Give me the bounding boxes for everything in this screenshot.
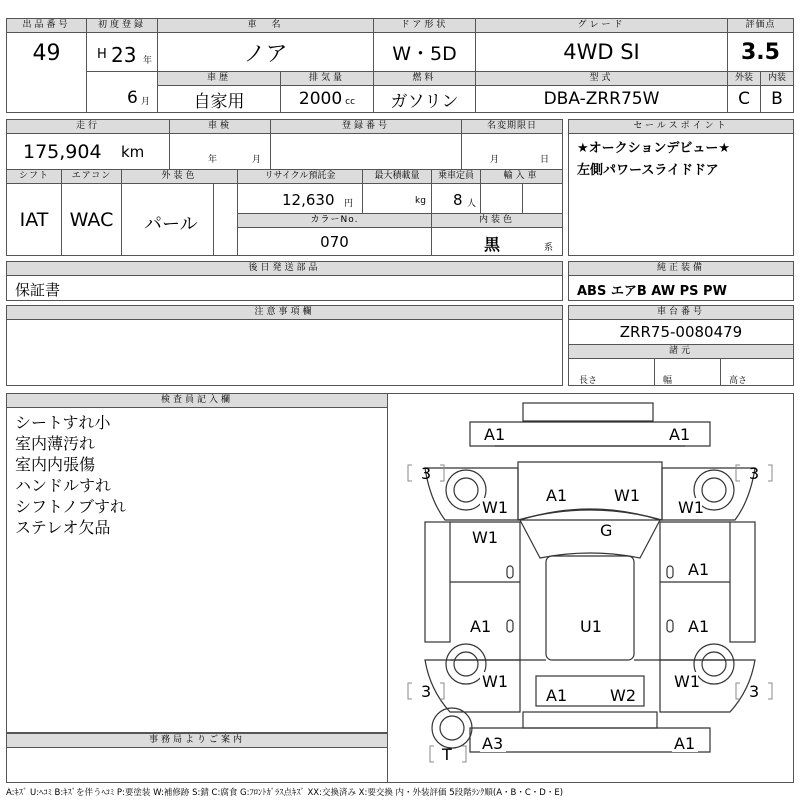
lot-number: 49: [32, 41, 61, 66]
ext-label: 外装: [727, 71, 761, 86]
tire-spare: T: [442, 745, 452, 764]
mark-fr-fender: W1: [678, 498, 704, 517]
reg-year: 23: [111, 43, 137, 67]
mark-hood-right: W1: [614, 486, 640, 505]
mileage: 175,904: [23, 141, 102, 163]
office-label: 事務局よりご案内: [6, 733, 388, 748]
note-4: ハンドルすれ: [15, 476, 112, 495]
inspection-year-unit: 年: [208, 155, 218, 165]
sales-line-1: ★オークションデビュー★: [577, 141, 731, 156]
mark-front-left: A1: [484, 425, 506, 444]
tire-front-right: 3: [749, 464, 760, 483]
recycle-unit: 円: [344, 199, 354, 209]
mark-windshield: G: [600, 521, 613, 540]
sales-line-2: 左側パワースライドドア: [577, 163, 719, 178]
int-grade: B: [771, 89, 783, 109]
deadline-day-unit: 日: [540, 155, 550, 165]
reg-label: 初度登録: [86, 18, 158, 33]
height-label: 高さ: [729, 376, 748, 386]
legend: A:ｷｽﾞ U:ﾍｺﾐ B:ｷｽﾞを伴うﾍｺﾐ P:要塗装 W:補修跡 S:錆 C:腐食 G:ﾌﾛﾝﾄｶﾞﾗｽ点ｷｽﾞ XX:交換済み X:要交換 内・外装評価 5段階ﾗﾝｸ順(A・B・C・D・E): [6, 788, 564, 798]
tire-rear-right: 3: [749, 682, 760, 701]
recycle-label: リサイクル預託金: [237, 169, 363, 184]
recycle-deposit: 12,630: [282, 191, 335, 209]
history: 自家用: [193, 91, 245, 112]
mark-right-front-door: A1: [688, 560, 710, 579]
load-unit: kg: [415, 196, 426, 206]
intcolor-label: 内装色: [431, 213, 563, 228]
fuel-label: 燃料: [373, 71, 476, 86]
mark-right-rear-door: A1: [688, 617, 710, 636]
tire-front-left: 3: [421, 464, 432, 483]
length-label: 長さ: [579, 376, 598, 386]
mileage-label: 走行: [6, 119, 170, 134]
parts-label: 後日発送部品: [6, 261, 563, 276]
dims-label: 諸元: [568, 344, 794, 359]
reg-month: 6: [127, 88, 138, 108]
lot-label: 出品番号: [6, 18, 87, 33]
parts-value: 保証書: [15, 281, 61, 299]
history-label: 車歴: [157, 71, 281, 86]
int-label: 内装: [760, 71, 794, 86]
cc-unit: cc: [345, 97, 356, 107]
mark-rear-left-quarter: W1: [482, 672, 508, 691]
tire-rear-left: 3: [421, 682, 432, 701]
mark-left-front-door: W1: [472, 528, 498, 547]
inspector-label: 検査員記入欄: [6, 393, 388, 408]
mark-roof: U1: [580, 617, 602, 636]
color-label: 外装色: [121, 169, 238, 184]
regno-label: 登録番号: [270, 119, 462, 134]
deadline-month-unit: 月: [490, 155, 500, 165]
mark-hood: A1: [546, 486, 568, 505]
width-label: 幅: [663, 376, 673, 386]
note-2: 室内薄汚れ: [15, 434, 96, 453]
mark-left-rear-door: A1: [470, 617, 492, 636]
intcolor-unit: 系: [544, 243, 554, 253]
displacement: 2000: [298, 89, 343, 109]
mark-front-right: A1: [669, 425, 691, 444]
score-label: 評価点: [727, 18, 794, 33]
caution-label: 注意事項欄: [6, 305, 563, 320]
color-number: 070: [320, 232, 349, 251]
mark-rear-bumper-left: A3: [482, 734, 504, 753]
mark-rear-right-quarter: W1: [674, 672, 700, 691]
note-6: ステレオ欠品: [15, 518, 111, 537]
note-5: シフトノブすれ: [15, 497, 127, 516]
equipment-label: 純正装備: [568, 261, 794, 276]
note-3: 室内内張傷: [15, 455, 96, 474]
reg-era: H: [97, 47, 107, 62]
reg-year-unit: 年: [143, 56, 153, 66]
car-name: ノア: [243, 41, 288, 67]
shift-label: シフト: [6, 169, 62, 184]
load-label: 最大積載量: [362, 169, 432, 184]
equipment-value: ABS エアB AW PS PW: [577, 284, 727, 299]
deadline-label: 名変期限日: [461, 119, 563, 134]
model: DBA-ZRR75W: [543, 89, 660, 109]
capacity-unit: 人: [467, 199, 477, 209]
door-type: W・5D: [392, 42, 457, 65]
air-conditioning: WAC: [69, 208, 114, 231]
sales-label: セールスポイント: [568, 119, 794, 134]
mark-rear-left: A1: [546, 686, 568, 705]
inspection-month-unit: 月: [252, 155, 262, 165]
chassis-label: 車台番号: [568, 305, 794, 320]
grade-label: グレード: [475, 18, 728, 33]
ext-grade: C: [738, 89, 750, 109]
interior-color: 黒: [484, 235, 501, 254]
mark-rear-right: W2: [610, 686, 636, 705]
colorno-label: カラーNo.: [237, 213, 432, 228]
exterior-color: パール: [144, 214, 198, 235]
mark-fl-fender: W1: [482, 498, 508, 517]
fuel: ガソリン: [390, 91, 459, 112]
inspection-label: 車検: [169, 119, 271, 134]
chassis-number: ZRR75-0080479: [619, 323, 743, 341]
score: 3.5: [741, 39, 780, 65]
name-label: 車 名: [157, 18, 374, 33]
ac-label: エアコン: [61, 169, 122, 184]
grade: 4WD SI: [563, 40, 640, 64]
cc-label: 排気量: [280, 71, 374, 86]
door-label: ドア形状: [373, 18, 476, 33]
import-label: 輸入車: [480, 169, 563, 184]
mileage-unit: km: [121, 143, 145, 161]
mark-rear-bumper-right: A1: [674, 734, 696, 753]
reg-month-unit: 月: [141, 97, 151, 107]
shift: IAT: [19, 208, 49, 231]
capacity-label: 乗車定員: [431, 169, 481, 184]
note-1: シートすれ小: [15, 413, 111, 432]
capacity: 8: [453, 191, 463, 209]
model-label: 型式: [475, 71, 728, 86]
